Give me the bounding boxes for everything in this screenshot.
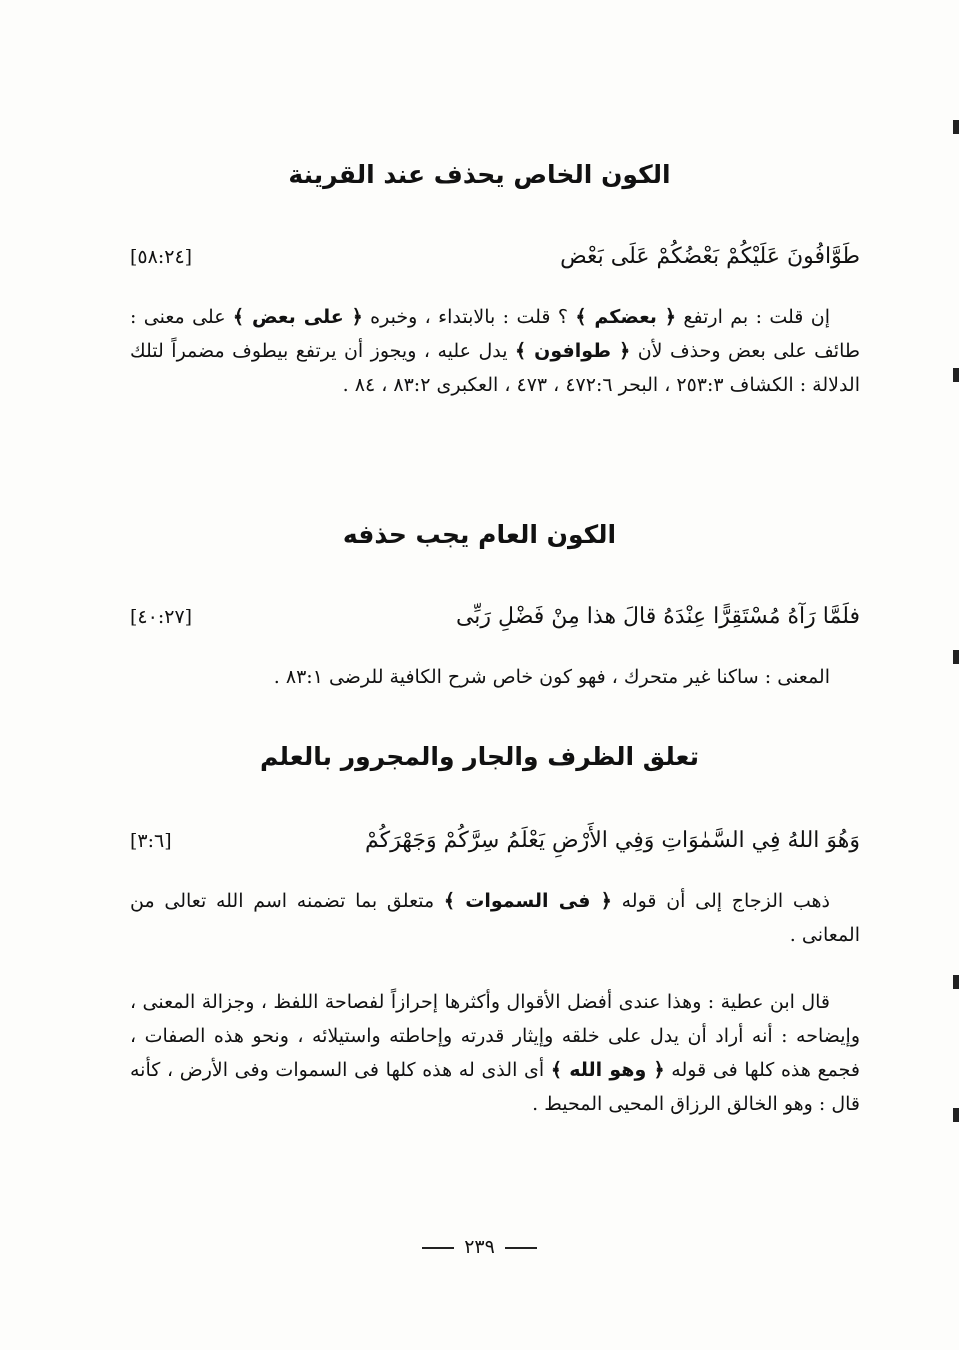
quoted-word: ﴿ فى السموات ﴾: [443, 890, 612, 912]
section-2-paragraph: المعنى : ساكنا غير متحرك ، فهو كون خاص شرح الكافية للرضى ٨٣:١ .: [273, 666, 830, 688]
footer-dash-left: [422, 1247, 454, 1249]
section-3-paragraph-1: [130, 884, 860, 952]
section-3-verse-row: [130, 828, 860, 862]
section-2-heading: الكون العام يجب حذفه: [342, 520, 617, 549]
text-run: على معنى : طائف على بعض وحذف لأن: [130, 306, 860, 362]
scan-edge-mark: [953, 368, 959, 382]
text-run: إن قلت : بم ارتفع: [676, 306, 830, 328]
section-1-verse: طَوَّافُونَ عَلَيْكُمْ بَعْضُكُمْ عَلَى بَعْض: [560, 244, 860, 269]
page-number: ٢٣٩: [464, 1236, 495, 1258]
text-run: قال ابن عطية : وهذا عندى أفضل الأقوال وأكثرها إحرازاً لفصاحة اللفظ ، وجزالة المعنى ، وإيضاحه : أنه أراد أن يدل على خلقه وإيثار قدرته وإحاطته واستيلائه ، ونحو هذه الصفات ، فجمع هذه كلها فى قوله: [130, 991, 860, 1081]
section-1-verse-row: [130, 244, 860, 278]
quoted-word: ﴿ وهو الله ﴾: [550, 1059, 665, 1081]
page-number-footer: [0, 1236, 959, 1258]
scan-edge-mark: [953, 650, 959, 664]
text-run: يدل عليه ، ويجوز أن يرتفع بيطوف مضمراً لتلك الدلالة : الكشاف ٢٥٣:٣ ، البحر ٤٧٢:٦ ، ٤٧٣ ، العكبرى ٨٣:٢ ، ٨٤ .: [130, 340, 860, 396]
footer-dash-right: [505, 1247, 537, 1249]
scan-edge-mark: [953, 975, 959, 989]
section-2-verse-reference: [٤٠:٢٧]: [130, 606, 193, 628]
section-3-paragraph-2: [130, 985, 860, 1121]
section-2-verse: فلَمَّا رَآهُ مُسْتَقِرًّا عِنْدَهُ قالَ هذا مِنْ فَضْلِ رَبِّى: [455, 604, 860, 629]
text-run: ؟ قلت : بالابتداء ، وخبره: [362, 306, 576, 328]
text-run: متعلق بما تضمنه اسم الله تعالى من المعانى .: [130, 890, 860, 946]
quoted-word: ﴿ على بعض ﴾: [232, 306, 363, 328]
section-1-heading: الكون الخاص يحذف عند القرينة: [288, 160, 671, 189]
scan-edge-mark: [953, 1108, 959, 1122]
section-2-verse-row: [130, 604, 860, 638]
section-3-verse-reference: [٣:٦]: [130, 830, 172, 852]
quoted-word: ﴿ بعضكم ﴾: [575, 306, 677, 328]
section-1-paragraph: [130, 300, 860, 402]
section-1-verse-reference: [٥٨:٢٤]: [130, 246, 193, 268]
text-run: أى الذى له هذه كلها فى السموات وفى الأرض ، كأنه قال : وهو الخالق الرزاق المحيى المحيط .: [130, 1059, 860, 1115]
section-3-heading: تعلق الظرف والجار والمجرور بالعلم: [259, 742, 700, 771]
quoted-word: ﴿ طوافون ﴾: [515, 340, 631, 362]
section-3-verse: وَهُوَ اللهُ فِي السَّمٰوَاتِ وَفِي الأَرْضِ يَعْلَمُ سِرَّكُمْ وَجَهْرَكُمْ: [365, 828, 860, 853]
scan-edge-mark: [953, 120, 959, 134]
text-run: ذهب الزجاج إلى أن قوله: [611, 890, 830, 912]
